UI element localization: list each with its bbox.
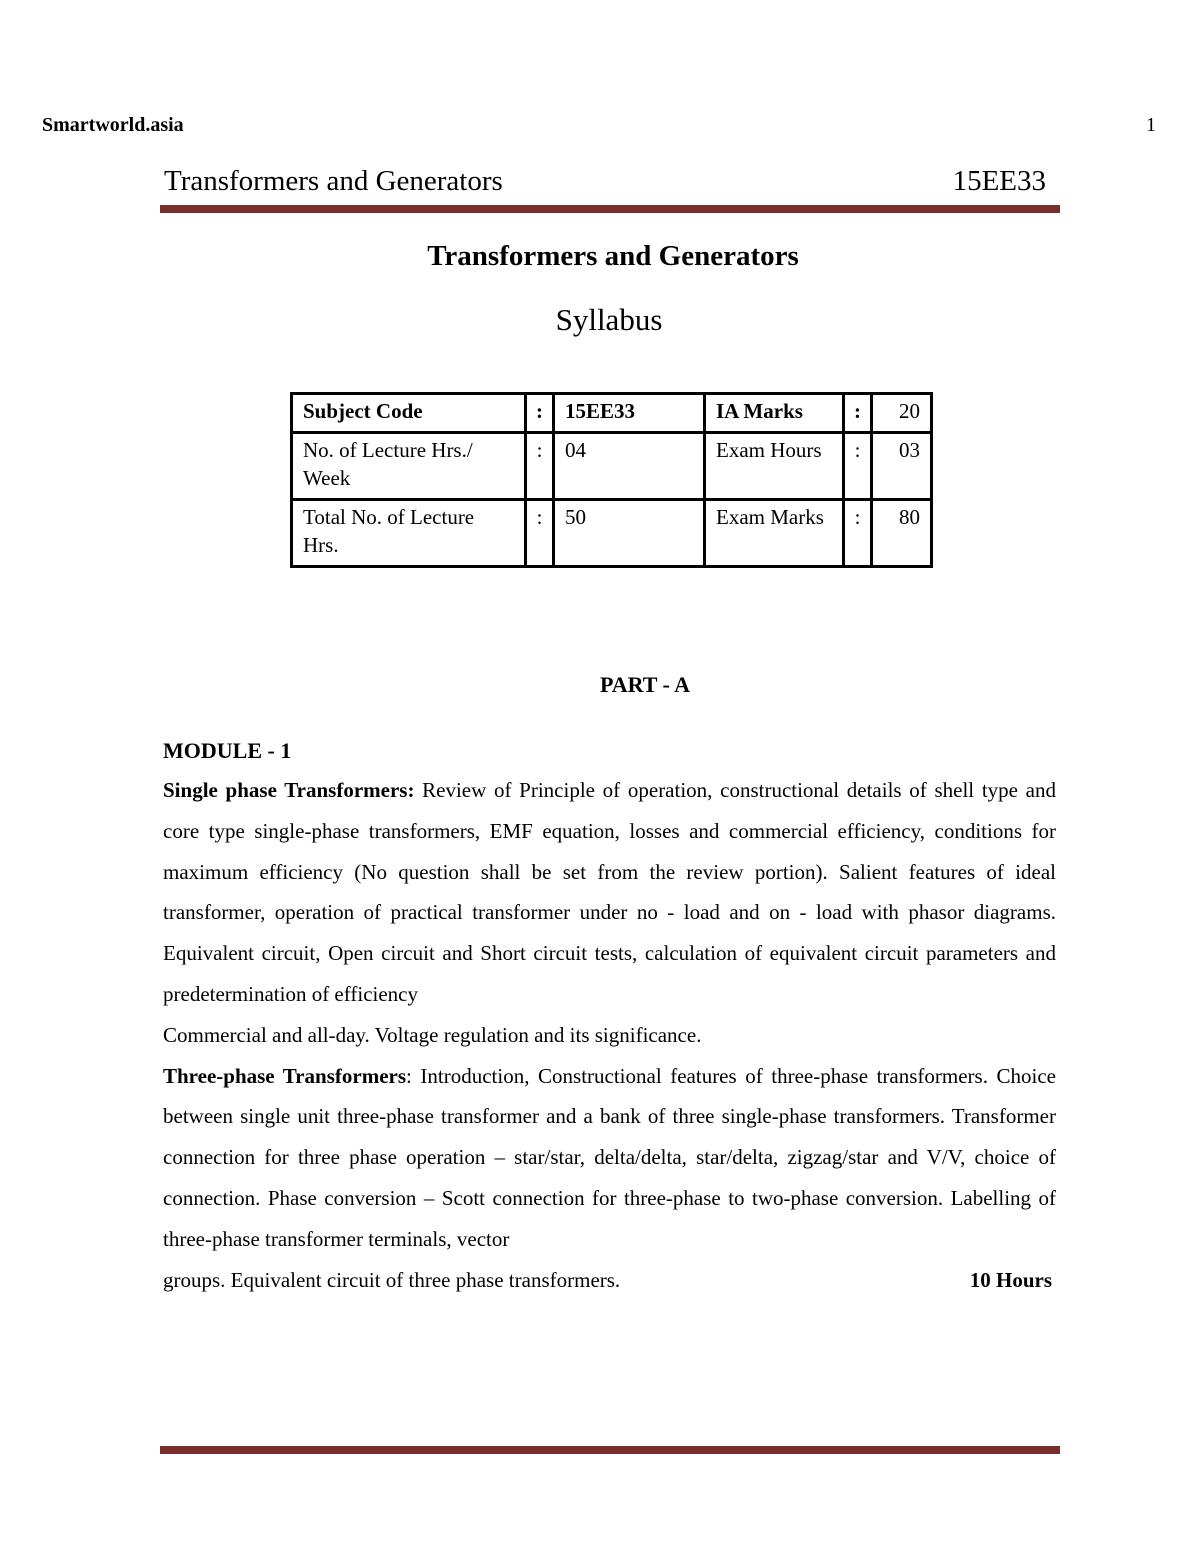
- separator: :: [526, 394, 554, 433]
- three-phase-text: : Introduction, Constructional features of three-phase transformers. Choice between single unit three-phase transformer and a bank of three single-phase transformers. Transformer connection for three phase operation – star/star, delta/delta, star/delta, zigzag/star and V/V, choice of connection. Phase conversion – Scott connection for three-phase to two-phase conversion. Labelling of three-phase transformer terminals, vector: [163, 1063, 1056, 1251]
- module-hours-line: [163, 1260, 1056, 1301]
- three-phase-heading: Three-phase Transformers: [163, 1063, 407, 1088]
- single-phase-paragraph: [163, 770, 1056, 1015]
- single-phase-heading: Single phase Transformers:: [163, 778, 415, 802]
- table-row: [292, 433, 932, 500]
- exam-marks-label: Exam Marks: [705, 500, 844, 567]
- exam-hours-value: 03: [872, 433, 932, 500]
- single-phase-paragraph-end: Commercial and all-day. Voltage regulation and its significance.: [163, 1022, 702, 1047]
- subject-code-value: 15EE33: [554, 394, 705, 433]
- total-lecture-hours-value: 50: [554, 500, 705, 567]
- separator: :: [844, 433, 872, 500]
- module-heading: MODULE - 1: [163, 738, 292, 763]
- single-phase-text: Review of Principle of operation, constructional details of shell type and core type single-phase transformers, EMF equation, losses and commercial efficiency, conditions for maximum efficiency (No question shall be set from the review portion). Salient features of ideal transformer, operation of practical transformer under no - load and on - load with phasor diagrams. Equivalent circuit, Open circuit and Short circuit tests, calculation of equivalent circuit parameters and predetermination of efficiency: [163, 778, 1057, 1006]
- lecture-hours-week-value: 04: [554, 433, 705, 500]
- document-title: Transformers and Generators: [427, 240, 799, 272]
- total-lecture-hours-label: Total No. of Lecture Hrs.: [292, 500, 526, 567]
- separator: :: [526, 433, 554, 500]
- ia-marks-value: 20: [872, 394, 932, 433]
- course-info-table: [290, 392, 933, 568]
- three-phase-paragraph: [163, 1056, 1056, 1260]
- document-subtitle: Syllabus: [555, 302, 663, 337]
- part-heading: PART - A: [599, 672, 691, 697]
- running-header-code: 15EE33: [952, 165, 1046, 197]
- subject-code-label: Subject Code: [292, 394, 526, 433]
- separator: :: [844, 394, 872, 433]
- separator: :: [844, 500, 872, 567]
- module-body: [163, 770, 1056, 1300]
- site-name: Smartworld.asia: [42, 114, 184, 136]
- header-rule: [160, 205, 1060, 213]
- module-hours: 10 Hours: [969, 1267, 1052, 1292]
- lecture-hours-week-label: No. of Lecture Hrs./ Week: [292, 433, 526, 500]
- three-phase-last-line: groups. Equivalent circuit of three phase transformers.: [163, 1267, 621, 1292]
- ia-marks-label: IA Marks: [705, 394, 844, 433]
- running-header-title: Transformers and Generators: [164, 165, 503, 197]
- exam-hours-label: Exam Hours: [705, 433, 844, 500]
- table-row: [292, 394, 932, 433]
- table-row: [292, 500, 932, 567]
- page-number: 1: [1146, 114, 1156, 136]
- running-header: [160, 165, 1060, 205]
- exam-marks-value: 80: [872, 500, 932, 567]
- separator: :: [526, 500, 554, 567]
- footer-rule: [160, 1446, 1060, 1454]
